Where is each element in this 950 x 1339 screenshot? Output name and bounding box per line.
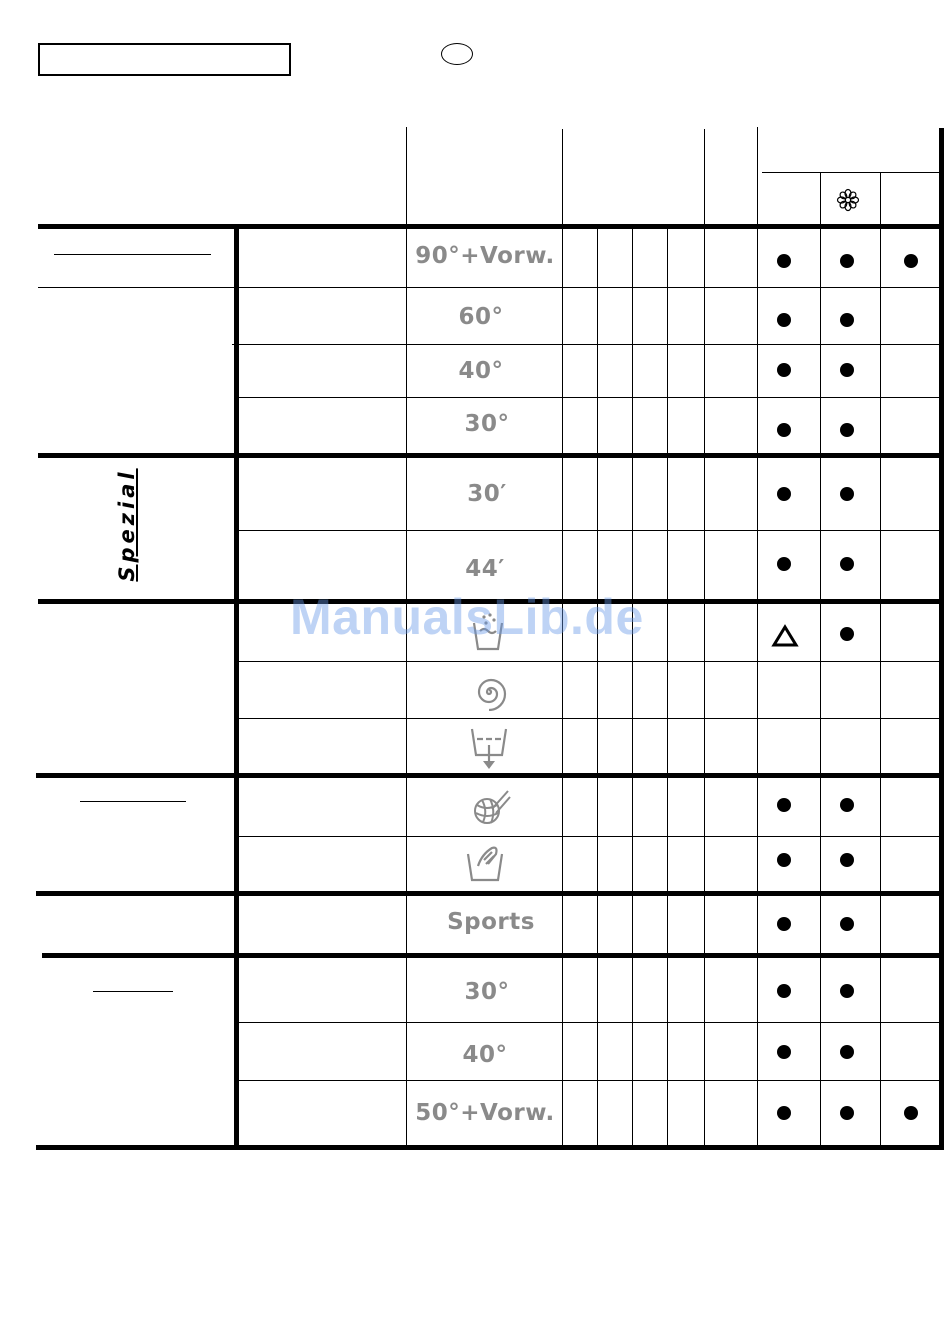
flower-icon bbox=[836, 188, 860, 212]
grid-line bbox=[880, 173, 881, 1145]
section-label-text: Spezial bbox=[115, 468, 139, 582]
suitable-dot bbox=[840, 254, 854, 268]
suitable-dot bbox=[840, 853, 854, 867]
program-label: 40° bbox=[458, 358, 504, 384]
suitable-dot bbox=[840, 423, 854, 437]
suitable-dot bbox=[840, 1045, 854, 1059]
grid-line bbox=[939, 128, 944, 1150]
grid-line bbox=[632, 228, 633, 1145]
row-line bbox=[238, 1022, 940, 1023]
suitable-dot bbox=[777, 313, 791, 327]
suitable-dot bbox=[777, 1106, 791, 1120]
suitable-dot bbox=[777, 363, 791, 377]
spin-icon bbox=[470, 673, 508, 711]
row-line bbox=[238, 661, 940, 662]
program-label: 50°+Vorw. bbox=[415, 1100, 555, 1126]
grid-line bbox=[820, 173, 821, 1145]
grid-line bbox=[667, 228, 668, 1145]
suitable-dot bbox=[777, 557, 791, 571]
language-oval bbox=[441, 43, 473, 65]
program-label: 30° bbox=[464, 979, 510, 1005]
suitable-dot bbox=[840, 557, 854, 571]
suitable-dot bbox=[777, 853, 791, 867]
row-line bbox=[238, 836, 940, 837]
row-line bbox=[38, 287, 940, 288]
row-line bbox=[238, 530, 940, 531]
program-label: 30° bbox=[464, 411, 510, 437]
suitable-dot bbox=[777, 798, 791, 812]
suitable-dot bbox=[840, 627, 854, 641]
program-label: 90°+Vorw. bbox=[415, 243, 555, 269]
row-line bbox=[238, 1080, 940, 1081]
grid-line bbox=[704, 129, 705, 1145]
grid-line bbox=[234, 228, 239, 1146]
suitable-dot bbox=[777, 423, 791, 437]
section-label-underline bbox=[93, 991, 173, 992]
suitable-dot bbox=[840, 1106, 854, 1120]
program-label: 30′ bbox=[467, 481, 507, 507]
section-divider bbox=[42, 953, 944, 958]
title-box bbox=[38, 43, 291, 76]
row-line bbox=[238, 397, 940, 398]
suitable-dot bbox=[840, 917, 854, 931]
suitable-dot bbox=[777, 917, 791, 931]
section-divider bbox=[38, 453, 944, 458]
suitable-dot bbox=[840, 798, 854, 812]
suitable-dot bbox=[904, 254, 918, 268]
grid-line bbox=[597, 228, 598, 1145]
suitable-dot bbox=[777, 984, 791, 998]
section-label-spezial bbox=[103, 470, 151, 580]
section-label-underline bbox=[54, 254, 211, 255]
program-label: 44′ bbox=[465, 556, 505, 582]
section-divider bbox=[36, 773, 944, 778]
program-label: 60° bbox=[458, 304, 504, 330]
section-divider bbox=[36, 1145, 944, 1150]
suitable-dot bbox=[777, 254, 791, 268]
row-line bbox=[238, 718, 940, 719]
suitable-dot bbox=[840, 313, 854, 327]
section-divider bbox=[36, 891, 944, 896]
suitable-dot bbox=[777, 487, 791, 501]
suitable-dot bbox=[840, 984, 854, 998]
suitable-dot bbox=[777, 1045, 791, 1059]
wool-icon bbox=[470, 787, 512, 829]
program-label: 40° bbox=[462, 1042, 508, 1068]
row-line bbox=[232, 344, 940, 345]
grid-line bbox=[762, 172, 940, 173]
drain-icon bbox=[469, 727, 509, 771]
grid-line bbox=[757, 127, 758, 1145]
triangle-icon bbox=[771, 624, 799, 648]
suitable-dot bbox=[840, 487, 854, 501]
watermark: ManualsLib.de bbox=[290, 589, 644, 645]
suitable-dot bbox=[904, 1106, 918, 1120]
hand-wash-icon bbox=[466, 842, 506, 884]
suitable-dot bbox=[840, 363, 854, 377]
program-label: Sports bbox=[447, 909, 535, 935]
section-label-underline bbox=[80, 801, 186, 802]
section-divider bbox=[38, 224, 944, 229]
